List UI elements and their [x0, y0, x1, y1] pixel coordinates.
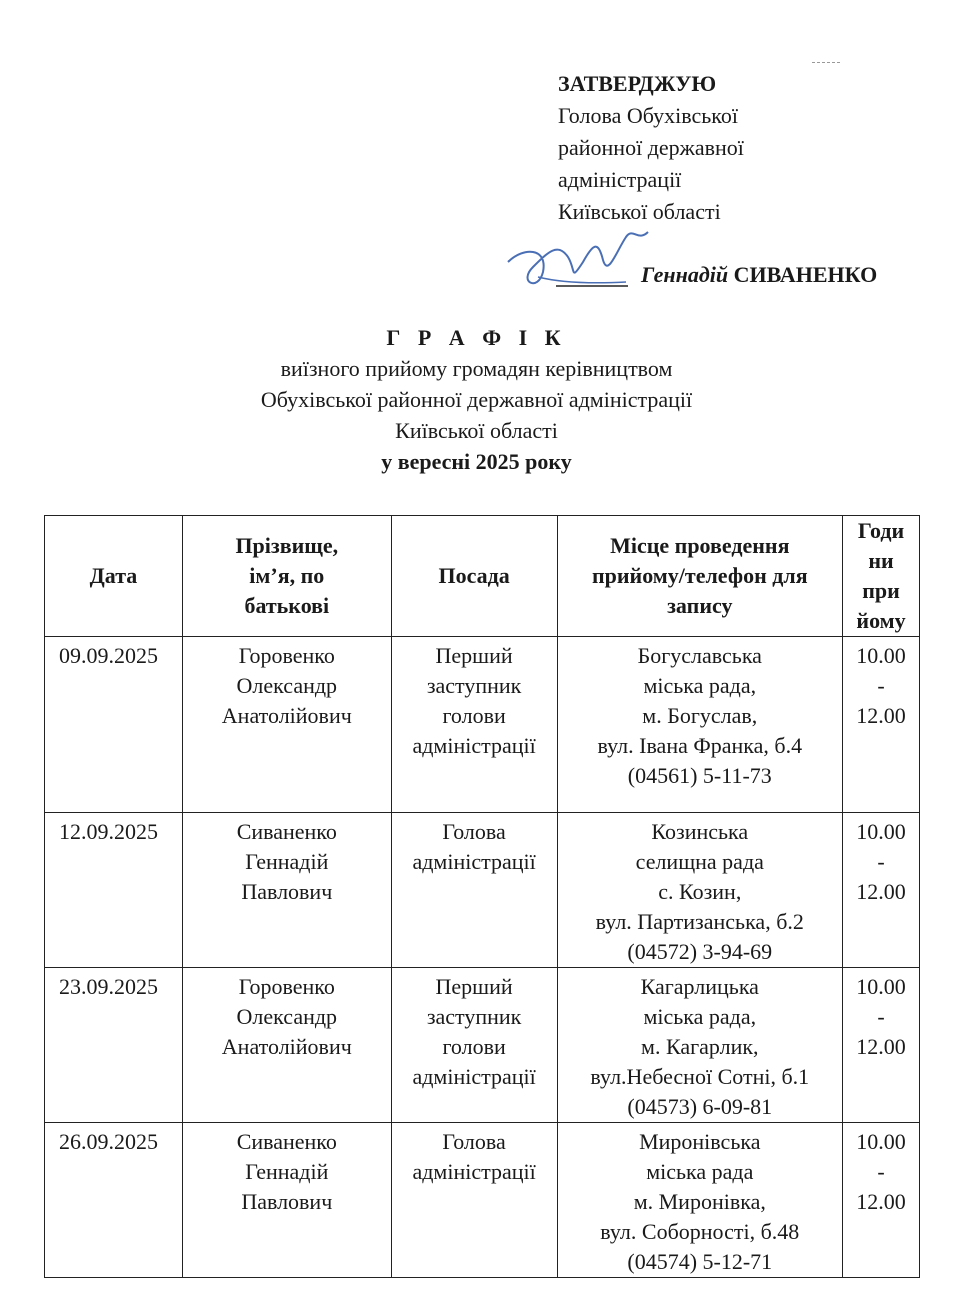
cell-place: Миронівська міська рада м. Миронівка, вул. Соборності, б.48 (04574) 5-12-71	[557, 1123, 843, 1278]
header-place: Місце проведення прийому/телефон для запису	[557, 516, 843, 637]
header-position: Посада	[391, 516, 557, 637]
cell-position: Голова адміністрації	[391, 1123, 557, 1278]
cell-position: Перший заступник голови адміністрації	[391, 968, 557, 1123]
schedule-table	[44, 515, 920, 1278]
cell-name: Горовенко Олександр Анатолійович	[182, 637, 391, 813]
approval-line: адміністрації	[558, 167, 682, 192]
header-date: Дата	[45, 516, 183, 637]
cell-place: Козинська селищна рада с. Козин, вул. Партизанська, б.2 (04572) 3-94-69	[557, 813, 843, 968]
approval-line: Київської області	[558, 199, 721, 224]
title-line: Обухівської районної державної адміністрації	[260, 387, 693, 412]
cell-place: Богуславська міська рада, м. Богуслав, вул. Івана Франка, б.4 (04561) 5-11-73	[557, 637, 843, 813]
cell-position: Перший заступник голови адміністрації	[391, 637, 557, 813]
cell-hours: 10.00 - 12.00	[843, 1123, 920, 1278]
cell-name: Сиваненко Геннадій Павлович	[182, 1123, 391, 1278]
approval-line: районної державної	[558, 135, 744, 160]
cell-name: Горовенко Олександр Анатолійович	[182, 968, 391, 1123]
signer-first-name: Геннадій	[641, 262, 729, 287]
cell-hours: 10.00 - 12.00	[843, 968, 920, 1123]
handwritten-signature	[498, 222, 658, 302]
title-line: виїзного прийому громадян керівництвом	[280, 356, 673, 381]
cell-name: Сиваненко Геннадій Павлович	[182, 813, 391, 968]
cell-date: 23.09.2025	[45, 968, 183, 1123]
scan-mark	[812, 62, 840, 65]
table-row	[45, 968, 920, 1123]
title-period: у вересні 2025 року	[381, 449, 572, 474]
approval-line: Голова Обухівської	[558, 103, 738, 128]
cell-position: Голова адміністрації	[391, 813, 557, 968]
signature-row	[498, 222, 938, 302]
approval-heading: ЗАТВЕРДЖУЮ	[558, 71, 717, 96]
table-row	[45, 813, 920, 968]
table-row	[45, 637, 920, 813]
table-row	[45, 1123, 920, 1278]
cell-date: 09.09.2025	[45, 637, 183, 813]
header-hours: Годи ни при йому	[843, 516, 920, 637]
signer-last-name: СИВАНЕНКО	[733, 262, 878, 287]
approval-block	[558, 68, 744, 228]
document-title	[0, 322, 953, 477]
title-heading: Г Р А Ф І К	[386, 325, 567, 350]
cell-date: 26.09.2025	[45, 1123, 183, 1278]
signer-name	[641, 262, 877, 288]
table-header-row	[45, 516, 920, 637]
cell-hours: 10.00 - 12.00	[843, 813, 920, 968]
cell-place: Кагарлицька міська рада, м. Кагарлик, вул.Небесної Сотні, б.1 (04573) 6-09-81	[557, 968, 843, 1123]
title-line: Київської області	[395, 418, 558, 443]
cell-hours: 10.00 - 12.00	[843, 637, 920, 813]
cell-date: 12.09.2025	[45, 813, 183, 968]
header-name: Прізвище, ім’я, по батькові	[182, 516, 391, 637]
